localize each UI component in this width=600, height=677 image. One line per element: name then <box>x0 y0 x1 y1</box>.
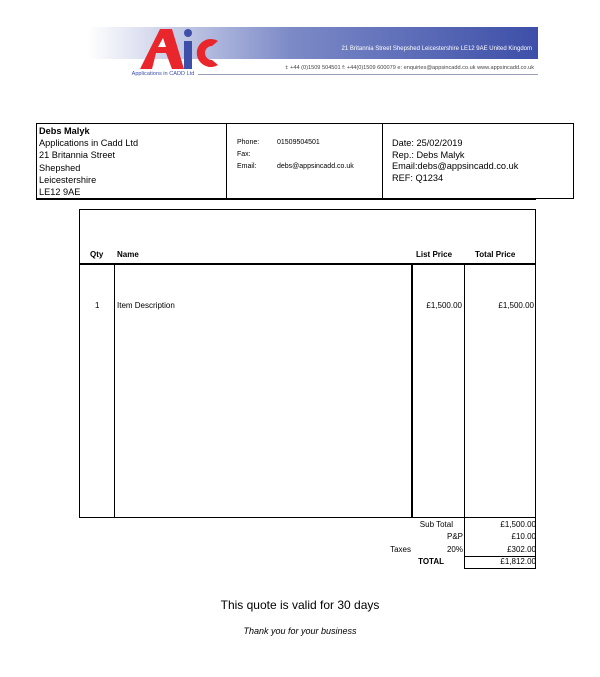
list-price-header: List Price <box>416 250 453 259</box>
quote-details-box <box>36 123 574 199</box>
phone-value: 01509504501 <box>277 139 320 146</box>
taxes-label: Taxes <box>390 545 411 554</box>
pp-value: £10.00 <box>511 532 536 541</box>
customer-block <box>37 124 226 198</box>
customer-address-line: 21 Britannia Street <box>39 150 116 161</box>
items-table <box>79 209 536 518</box>
quote-email: Email:debs@appsincadd.co.uk <box>392 161 519 171</box>
company-banner <box>88 27 538 77</box>
company-logo <box>118 25 226 77</box>
customer-address-line: Leicestershire <box>39 174 97 185</box>
customer-name: Debs Malyk <box>39 126 90 136</box>
taxes-value: £302.00 <box>507 545 536 554</box>
row-qty: 1 <box>95 301 100 310</box>
fax-row <box>237 151 277 158</box>
logo-tagline: Applications in CADD Ltd <box>131 71 195 77</box>
quote-date: Date: 25/02/2019 <box>392 138 463 148</box>
customer-address-line: Applications in Cadd Ltd <box>39 138 139 149</box>
subtotal-label: Sub Total <box>419 520 453 529</box>
contact-block <box>226 124 383 198</box>
quote-info-block <box>382 124 573 198</box>
total-value: £1,812.00 <box>500 557 536 566</box>
phone-label: Phone: <box>237 139 260 146</box>
column-divider <box>114 265 115 517</box>
column-divider <box>464 265 465 517</box>
quote-ref: REF: Q1234 <box>392 172 444 183</box>
subtotal-value: £1,500.00 <box>500 520 536 529</box>
fax-label: Fax: <box>237 151 251 158</box>
quote-rep: Rep.: Debs Malyk <box>392 149 465 160</box>
customer-address-line: LE12 9AE <box>39 187 81 198</box>
phone-row <box>237 139 320 146</box>
row-list-price: £1,500.00 <box>426 301 462 310</box>
logo-c-shape <box>197 39 218 67</box>
name-header: Name <box>117 250 139 259</box>
banner-rule <box>198 74 538 75</box>
logo-i-dot <box>184 29 192 37</box>
email-row <box>237 163 354 170</box>
details-divider <box>36 199 536 200</box>
validity-note: This quote is valid for 30 days <box>220 598 380 612</box>
row-total-price: £1,500.00 <box>498 301 534 310</box>
company-contact-line: t: +44 (0)1509 504501 f: +44(0)1509 600079 e: enquiries@appsincadd.co.uk www.appsincadd.co.uk <box>285 65 534 71</box>
column-divider <box>411 265 413 517</box>
thank-you-note: Thank you for your business <box>243 626 357 636</box>
pp-label: P&P <box>446 532 463 541</box>
total-price-header: Total Price <box>475 250 516 259</box>
email-label: Email: <box>237 163 257 170</box>
tax-rate: 20% <box>446 545 463 554</box>
logo-a-shape <box>140 29 184 69</box>
total-label: TOTAL <box>418 557 444 566</box>
customer-address-line: Shepshed <box>39 162 81 173</box>
qty-header: Qty <box>90 250 104 259</box>
email-value: debs@appsincadd.co.uk <box>277 163 354 170</box>
logo-i-stem <box>184 41 192 69</box>
row-name: Item Description <box>117 301 175 310</box>
company-address: 21 Britannia Street Shepshed Leicestershire LE12 9AE United Kingdom <box>341 46 532 52</box>
header-rule <box>80 263 535 265</box>
